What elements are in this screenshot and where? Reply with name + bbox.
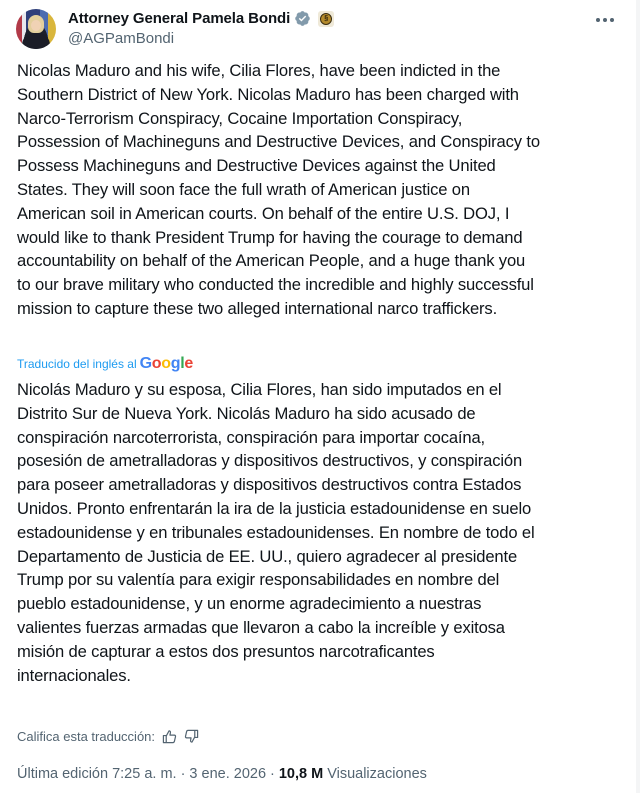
google-letter: g — [170, 355, 181, 372]
google-logo-icon — [140, 355, 193, 373]
views-count: 10,8 M — [278, 766, 324, 782]
tweet-meta-row — [17, 766, 427, 782]
tweet-date[interactable]: 3 ene. 2026 — [189, 766, 267, 782]
thumbs-up-button[interactable] — [161, 728, 177, 744]
avatar-body — [22, 33, 50, 49]
meta-separator: · — [270, 766, 275, 782]
thumbs-down-icon — [184, 729, 199, 744]
google-letter: G — [139, 355, 152, 372]
translation-attribution[interactable] — [17, 355, 193, 373]
affiliation-badge[interactable] — [318, 11, 334, 27]
more-dot-icon — [610, 18, 614, 22]
google-letter: l — [180, 355, 185, 372]
more-dot-icon — [603, 18, 607, 22]
scrollbar-track[interactable] — [636, 0, 640, 793]
author-handle[interactable]: @AGPamBondi — [68, 30, 175, 47]
more-options-button[interactable] — [596, 15, 616, 25]
doj-seal-icon: § — [320, 13, 332, 25]
tweet-translated-text: Nicolás Maduro y su esposa, Cilia Flores, han sido imputados en el Distrito Sur de Nueva York. Nicolás Maduro ha sido acusado de conspiración narcoterrorista, conspiración para importar cocaína, posesión de ametralladoras y dispositivos destructivos, y conspiración para poseer ametralladoras y dispositivos destructivos contra Estados Unidos. Pronto enfrentarán la ira de la justicia estadounidense en suelo estadounidense y en tribunales estadounidenses. En nombre de todo el Departamento de Justicia de EE. UU., quiero agradecer al presidente Trump por su valentía para exigir responsabilidades en nombre del pueblo estadounidense, y un enorme agradecimiento a nuestras valientes fuerzas armadas que llevaron a cabo la increíble y exitosa misión de capturar a estos dos presuntos narcotraficantes internacionales. — [17, 380, 535, 685]
google-letter: o — [151, 355, 162, 372]
edited-label[interactable]: Última edición — [17, 766, 109, 782]
rate-translation-label: Califica esta traducción: — [17, 728, 156, 744]
thumbs-down-button[interactable] — [183, 728, 199, 744]
avatar[interactable] — [16, 9, 56, 49]
verified-badge-icon[interactable] — [294, 10, 311, 27]
google-letter: o — [161, 355, 171, 372]
more-dot-icon — [596, 18, 600, 22]
tweet-original-text: Nicolas Maduro and his wife, Cilia Flores, have been indicted in the Southern District of New York. Nicolas Maduro has been charged with Narco-Terrorism Conspiracy, Cocaine Importation Conspiracy, Possession of Machineguns and Destructive Devices, and Conspiracy to Possess Machineguns and Destructive Devices against the United States. They will soon face the full wrath of American justice on American soil in American courts. On behalf of the entire U.S. DOJ, I would like to thank President Trump for having the courage to demand accountability on behalf of the American People, and a huge thank you to our brave military who conducted the incredible and highly successful mission to capture these two alleged international narco traffickers. — [17, 61, 540, 318]
rate-translation-row — [17, 728, 199, 744]
tweet-time[interactable]: 7:25 a. m. — [112, 766, 177, 782]
thumbs-up-icon — [162, 729, 177, 744]
google-letter: e — [184, 355, 193, 372]
avatar-face — [31, 20, 41, 31]
author-display-name[interactable]: Attorney General Pamela Bondi — [68, 10, 291, 27]
views-label: Visualizaciones — [327, 766, 427, 782]
meta-separator: · — [180, 766, 186, 782]
author-name-row — [68, 10, 334, 27]
tweet-header — [16, 9, 630, 49]
translated-by-label: Traducido del inglés al — [17, 357, 137, 371]
